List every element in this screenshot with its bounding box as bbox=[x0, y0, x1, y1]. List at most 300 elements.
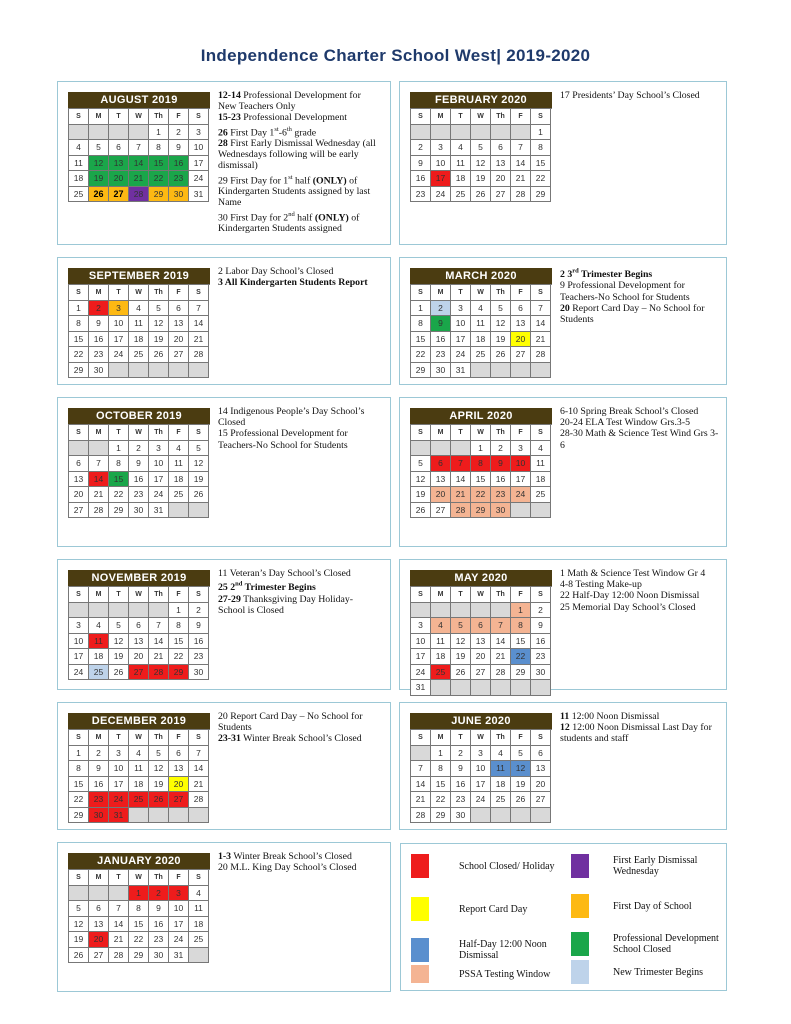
day-cell: 21 bbox=[189, 332, 209, 348]
note-line: 20 M.L. King Day School’s Closed bbox=[218, 862, 357, 874]
weekday-header: W bbox=[471, 109, 491, 125]
day-cell: 18 bbox=[69, 171, 89, 187]
day-cell: 28 bbox=[511, 187, 531, 203]
day-cell: 5 bbox=[411, 456, 431, 472]
empty-cell bbox=[431, 680, 451, 696]
empty-cell bbox=[69, 886, 89, 902]
day-cell: 2 bbox=[491, 441, 511, 457]
legend-swatch-halfday bbox=[411, 938, 429, 962]
weekday-header: S bbox=[69, 109, 89, 125]
weekday-header: M bbox=[431, 425, 451, 441]
weekday-header: M bbox=[431, 587, 451, 603]
day-cell: 23 bbox=[89, 347, 109, 363]
day-cell: 28 bbox=[149, 665, 169, 681]
empty-cell bbox=[89, 886, 109, 902]
day-cell: 20 bbox=[169, 332, 189, 348]
day-cell: 11 bbox=[491, 761, 511, 777]
legend-item-report bbox=[411, 897, 569, 921]
day-cell: 19 bbox=[109, 649, 129, 665]
day-cell: 9 bbox=[189, 618, 209, 634]
day-cell: 28 bbox=[531, 347, 551, 363]
day-cell: 29 bbox=[109, 503, 129, 519]
note-line: 12-14 Professional Development for New Teachers Only bbox=[218, 90, 361, 113]
day-cell: 13 bbox=[89, 917, 109, 933]
day-cell: 13 bbox=[69, 472, 89, 488]
note-line: 25 2nd Trimester Begins bbox=[218, 581, 316, 594]
day-cell: 27 bbox=[109, 187, 129, 203]
day-cell: 11 bbox=[471, 316, 491, 332]
weekday-header: T bbox=[109, 285, 129, 301]
day-cell: 12 bbox=[149, 316, 169, 332]
empty-cell bbox=[431, 603, 451, 619]
legend-label: Report Card Day bbox=[459, 903, 528, 915]
empty-cell bbox=[149, 363, 169, 379]
day-cell: 27 bbox=[471, 665, 491, 681]
day-cell: 14 bbox=[491, 634, 511, 650]
empty-cell bbox=[511, 125, 531, 141]
note-line: 20 Report Card Day – No School for Students bbox=[560, 302, 705, 326]
weekday-header: F bbox=[511, 285, 531, 301]
day-cell: 8 bbox=[69, 761, 89, 777]
day-cell: 28 bbox=[109, 948, 129, 964]
day-cell: 22 bbox=[109, 487, 129, 503]
day-cell: 12 bbox=[511, 761, 531, 777]
day-cell: 18 bbox=[89, 649, 109, 665]
day-cell: 10 bbox=[189, 140, 209, 156]
day-cell: 10 bbox=[69, 634, 89, 650]
month-calendar bbox=[410, 570, 552, 696]
day-cell: 18 bbox=[491, 777, 511, 793]
day-cell: 29 bbox=[471, 503, 491, 519]
day-cell: 7 bbox=[89, 456, 109, 472]
day-cell: 17 bbox=[69, 649, 89, 665]
day-cell: 14 bbox=[531, 316, 551, 332]
day-cell: 25 bbox=[169, 487, 189, 503]
legend-label: Half-Day 12:00 Noon Dismissal bbox=[459, 939, 547, 961]
legend-label: First Day of School bbox=[613, 900, 692, 912]
calendar-grid bbox=[68, 586, 210, 680]
day-cell: 4 bbox=[129, 301, 149, 317]
day-cell: 1 bbox=[109, 441, 129, 457]
weekday-header: W bbox=[129, 109, 149, 125]
legend-label: PSSA Testing Window bbox=[459, 968, 551, 980]
weekday-header: T bbox=[451, 730, 471, 746]
day-cell: 3 bbox=[411, 618, 431, 634]
day-cell: 12 bbox=[471, 156, 491, 172]
day-cell: 4 bbox=[471, 301, 491, 317]
day-cell: 31 bbox=[169, 948, 189, 964]
note-line: 29 First Day for 1st half (ONLY) of Kindergarten Students assigned by last Name bbox=[218, 173, 371, 209]
day-cell: 26 bbox=[69, 948, 89, 964]
day-cell: 29 bbox=[69, 808, 89, 824]
day-cell: 19 bbox=[149, 332, 169, 348]
day-cell: 3 bbox=[451, 301, 471, 317]
day-cell: 31 bbox=[411, 680, 431, 696]
day-cell: 11 bbox=[189, 901, 209, 917]
empty-cell bbox=[169, 363, 189, 379]
day-cell: 9 bbox=[89, 761, 109, 777]
legend-label: First Early Dismissal Wednesday bbox=[613, 855, 698, 877]
weekday-header: S bbox=[531, 109, 551, 125]
day-cell: 15 bbox=[431, 777, 451, 793]
day-cell: 7 bbox=[189, 301, 209, 317]
day-cell: 19 bbox=[89, 171, 109, 187]
day-cell: 9 bbox=[491, 456, 511, 472]
empty-cell bbox=[491, 603, 511, 619]
day-cell: 15 bbox=[69, 777, 89, 793]
day-cell: 26 bbox=[89, 187, 109, 203]
day-cell: 26 bbox=[149, 792, 169, 808]
empty-cell bbox=[189, 503, 209, 519]
empty-cell bbox=[511, 363, 531, 379]
legend-panel bbox=[400, 843, 727, 991]
day-cell: 10 bbox=[431, 156, 451, 172]
calendar-grid bbox=[68, 284, 210, 378]
day-cell: 15 bbox=[411, 332, 431, 348]
day-cell: 7 bbox=[129, 140, 149, 156]
weekday-header: M bbox=[89, 730, 109, 746]
day-cell: 13 bbox=[109, 156, 129, 172]
day-cell: 27 bbox=[169, 347, 189, 363]
day-cell: 8 bbox=[411, 316, 431, 332]
day-cell: 7 bbox=[511, 140, 531, 156]
month-calendar bbox=[68, 853, 210, 963]
day-cell: 1 bbox=[531, 125, 551, 141]
weekday-header: Th bbox=[149, 870, 169, 886]
weekday-header: S bbox=[411, 730, 431, 746]
day-cell: 4 bbox=[431, 618, 451, 634]
day-cell: 28 bbox=[411, 808, 431, 824]
day-cell: 20 bbox=[471, 649, 491, 665]
empty-cell bbox=[431, 441, 451, 457]
note-line: 2 Labor Day School’s Closed bbox=[218, 266, 334, 277]
day-cell: 15 bbox=[109, 472, 129, 488]
weekday-header: S bbox=[69, 870, 89, 886]
day-cell: 22 bbox=[129, 932, 149, 948]
empty-cell bbox=[451, 125, 471, 141]
day-cell: 23 bbox=[431, 347, 451, 363]
month-panel-august bbox=[57, 81, 391, 245]
legend-item-halfday bbox=[411, 938, 559, 962]
day-cell: 18 bbox=[451, 171, 471, 187]
day-cell: 11 bbox=[129, 761, 149, 777]
day-cell: 21 bbox=[149, 649, 169, 665]
empty-cell bbox=[471, 680, 491, 696]
weekday-header: M bbox=[89, 109, 109, 125]
empty-cell bbox=[129, 603, 149, 619]
day-cell: 9 bbox=[431, 316, 451, 332]
day-cell: 16 bbox=[189, 634, 209, 650]
day-cell: 29 bbox=[129, 948, 149, 964]
day-cell: 21 bbox=[109, 932, 129, 948]
day-cell: 28 bbox=[491, 665, 511, 681]
weekday-header: T bbox=[109, 425, 129, 441]
empty-cell bbox=[451, 441, 471, 457]
weekday-header: F bbox=[169, 425, 189, 441]
empty-cell bbox=[89, 125, 109, 141]
day-cell: 26 bbox=[411, 503, 431, 519]
note-line: 17 Presidents’ Day School’s Closed bbox=[560, 90, 700, 101]
legend-item-closed bbox=[411, 854, 569, 878]
empty-cell bbox=[471, 363, 491, 379]
day-cell: 15 bbox=[511, 634, 531, 650]
day-cell: 24 bbox=[189, 171, 209, 187]
weekday-header: S bbox=[189, 730, 209, 746]
day-cell: 12 bbox=[89, 156, 109, 172]
weekday-header: F bbox=[169, 587, 189, 603]
day-cell: 1 bbox=[411, 301, 431, 317]
day-cell: 29 bbox=[511, 665, 531, 681]
month-calendar bbox=[410, 408, 552, 518]
weekday-header: S bbox=[189, 285, 209, 301]
weekday-header: T bbox=[109, 730, 129, 746]
day-cell: 18 bbox=[431, 649, 451, 665]
month-notes bbox=[560, 568, 720, 613]
month-title: MARCH 2020 bbox=[410, 268, 552, 284]
month-calendar bbox=[410, 713, 552, 823]
day-cell: 28 bbox=[189, 792, 209, 808]
day-cell: 23 bbox=[531, 649, 551, 665]
day-cell: 23 bbox=[451, 792, 471, 808]
day-cell: 21 bbox=[189, 777, 209, 793]
day-cell: 9 bbox=[149, 901, 169, 917]
day-cell: 12 bbox=[491, 316, 511, 332]
day-cell: 15 bbox=[531, 156, 551, 172]
weekday-header: S bbox=[531, 587, 551, 603]
day-cell: 6 bbox=[531, 746, 551, 762]
day-cell: 5 bbox=[69, 901, 89, 917]
empty-cell bbox=[531, 808, 551, 824]
day-cell: 1 bbox=[471, 441, 491, 457]
empty-cell bbox=[69, 125, 89, 141]
day-cell: 1 bbox=[129, 886, 149, 902]
month-panel-may bbox=[399, 559, 727, 693]
weekday-header: F bbox=[511, 730, 531, 746]
day-cell: 20 bbox=[531, 777, 551, 793]
day-cell: 25 bbox=[471, 347, 491, 363]
legend-swatch-pssa bbox=[411, 965, 429, 983]
legend-swatch-pd bbox=[571, 932, 589, 956]
note-line: 14 Indigenous People’s Day School’s Closed bbox=[218, 406, 365, 429]
day-cell: 12 bbox=[69, 917, 89, 933]
day-cell: 25 bbox=[491, 792, 511, 808]
weekday-header: Th bbox=[491, 109, 511, 125]
note-line: 9 Professional Development for Teachers-No School for Students bbox=[560, 280, 690, 303]
day-cell: 20 bbox=[491, 171, 511, 187]
weekday-header: Th bbox=[149, 285, 169, 301]
note-line: 20-24 ELA Test Window Grs.3-5 bbox=[560, 417, 690, 429]
month-panel-june bbox=[399, 702, 727, 830]
day-cell: 26 bbox=[511, 792, 531, 808]
day-cell: 8 bbox=[471, 456, 491, 472]
weekday-header: M bbox=[89, 870, 109, 886]
day-cell: 3 bbox=[69, 618, 89, 634]
day-cell: 24 bbox=[149, 487, 169, 503]
calendar-grid bbox=[410, 729, 552, 823]
day-cell: 10 bbox=[451, 316, 471, 332]
day-cell: 22 bbox=[69, 347, 89, 363]
day-cell: 19 bbox=[149, 777, 169, 793]
day-cell: 12 bbox=[149, 761, 169, 777]
day-cell: 11 bbox=[89, 634, 109, 650]
month-panel-january bbox=[57, 842, 391, 992]
calendar-grid bbox=[68, 729, 210, 823]
empty-cell bbox=[491, 363, 511, 379]
month-panel-april bbox=[399, 397, 727, 547]
month-notes bbox=[560, 711, 720, 745]
day-cell: 6 bbox=[471, 618, 491, 634]
month-panel-december bbox=[57, 702, 391, 830]
day-cell: 13 bbox=[511, 316, 531, 332]
day-cell: 30 bbox=[149, 948, 169, 964]
day-cell: 15 bbox=[149, 156, 169, 172]
empty-cell bbox=[411, 441, 431, 457]
day-cell: 24 bbox=[109, 347, 129, 363]
empty-cell bbox=[411, 603, 431, 619]
day-cell: 18 bbox=[129, 332, 149, 348]
empty-cell bbox=[411, 125, 431, 141]
day-cell: 17 bbox=[511, 472, 531, 488]
day-cell: 7 bbox=[531, 301, 551, 317]
empty-cell bbox=[471, 808, 491, 824]
day-cell: 11 bbox=[531, 456, 551, 472]
legend-item-early bbox=[571, 854, 713, 878]
day-cell: 25 bbox=[189, 932, 209, 948]
month-calendar bbox=[410, 268, 552, 378]
note-line: 22 Half-Day 12:00 Noon Dismissal bbox=[560, 590, 700, 602]
calendar-grid bbox=[68, 869, 210, 963]
calendar-grid bbox=[410, 284, 552, 378]
weekday-header: W bbox=[471, 730, 491, 746]
empty-cell bbox=[189, 363, 209, 379]
day-cell: 24 bbox=[431, 187, 451, 203]
day-cell: 5 bbox=[451, 618, 471, 634]
weekday-header: M bbox=[431, 285, 451, 301]
day-cell: 27 bbox=[129, 665, 149, 681]
day-cell: 22 bbox=[431, 792, 451, 808]
day-cell: 27 bbox=[491, 187, 511, 203]
day-cell: 1 bbox=[149, 125, 169, 141]
empty-cell bbox=[89, 441, 109, 457]
calendar-grid bbox=[68, 424, 210, 518]
day-cell: 14 bbox=[109, 917, 129, 933]
day-cell: 25 bbox=[69, 187, 89, 203]
empty-cell bbox=[451, 603, 471, 619]
empty-cell bbox=[169, 808, 189, 824]
weekday-header: Th bbox=[149, 730, 169, 746]
note-line: 20 Report Card Day – No School for Students bbox=[218, 711, 363, 734]
day-cell: 23 bbox=[89, 792, 109, 808]
day-cell: 2 bbox=[169, 125, 189, 141]
weekday-header: M bbox=[431, 730, 451, 746]
day-cell: 13 bbox=[471, 634, 491, 650]
day-cell: 14 bbox=[129, 156, 149, 172]
day-cell: 11 bbox=[129, 316, 149, 332]
day-cell: 8 bbox=[169, 618, 189, 634]
day-cell: 18 bbox=[129, 777, 149, 793]
day-cell: 22 bbox=[531, 171, 551, 187]
day-cell: 24 bbox=[169, 932, 189, 948]
note-line: 15-23 Professional Development bbox=[218, 112, 347, 124]
empty-cell bbox=[149, 603, 169, 619]
empty-cell bbox=[471, 603, 491, 619]
day-cell: 8 bbox=[69, 316, 89, 332]
empty-cell bbox=[491, 808, 511, 824]
day-cell: 27 bbox=[431, 503, 451, 519]
day-cell: 10 bbox=[109, 761, 129, 777]
weekday-header: S bbox=[189, 425, 209, 441]
day-cell: 4 bbox=[491, 746, 511, 762]
day-cell: 25 bbox=[129, 347, 149, 363]
day-cell: 30 bbox=[451, 808, 471, 824]
day-cell: 23 bbox=[411, 187, 431, 203]
day-cell: 9 bbox=[451, 761, 471, 777]
day-cell: 2 bbox=[531, 603, 551, 619]
weekday-header: S bbox=[69, 425, 89, 441]
day-cell: 18 bbox=[169, 472, 189, 488]
weekday-header: F bbox=[169, 285, 189, 301]
weekday-header: M bbox=[89, 285, 109, 301]
calendar-grid bbox=[68, 108, 210, 202]
month-notes bbox=[218, 266, 378, 288]
day-cell: 19 bbox=[471, 171, 491, 187]
day-cell: 20 bbox=[431, 487, 451, 503]
day-cell: 25 bbox=[431, 665, 451, 681]
day-cell: 4 bbox=[89, 618, 109, 634]
day-cell: 2 bbox=[431, 301, 451, 317]
empty-cell bbox=[511, 808, 531, 824]
day-cell: 31 bbox=[189, 187, 209, 203]
weekday-header: F bbox=[511, 587, 531, 603]
day-cell: 31 bbox=[109, 808, 129, 824]
day-cell: 27 bbox=[169, 792, 189, 808]
month-notes bbox=[560, 406, 720, 451]
day-cell: 17 bbox=[471, 777, 491, 793]
day-cell: 16 bbox=[89, 777, 109, 793]
day-cell: 22 bbox=[511, 649, 531, 665]
weekday-header: M bbox=[89, 587, 109, 603]
day-cell: 23 bbox=[149, 932, 169, 948]
note-line: 23-31 Winter Break School’s Closed bbox=[218, 733, 362, 745]
day-cell: 27 bbox=[531, 792, 551, 808]
weekday-header: T bbox=[451, 285, 471, 301]
day-cell: 21 bbox=[411, 792, 431, 808]
day-cell: 17 bbox=[149, 472, 169, 488]
day-cell: 13 bbox=[169, 316, 189, 332]
day-cell: 17 bbox=[431, 171, 451, 187]
empty-cell bbox=[189, 808, 209, 824]
empty-cell bbox=[511, 503, 531, 519]
day-cell: 4 bbox=[129, 746, 149, 762]
day-cell: 25 bbox=[89, 665, 109, 681]
weekday-header: S bbox=[531, 730, 551, 746]
weekday-header: F bbox=[169, 109, 189, 125]
day-cell: 8 bbox=[149, 140, 169, 156]
note-line: 11 12:00 Noon Dismissal bbox=[560, 711, 660, 722]
weekday-header: T bbox=[451, 587, 471, 603]
day-cell: 19 bbox=[491, 332, 511, 348]
day-cell: 24 bbox=[411, 665, 431, 681]
month-calendar bbox=[68, 713, 210, 823]
day-cell: 23 bbox=[491, 487, 511, 503]
day-cell: 15 bbox=[169, 634, 189, 650]
day-cell: 10 bbox=[411, 634, 431, 650]
day-cell: 13 bbox=[491, 156, 511, 172]
day-cell: 21 bbox=[89, 487, 109, 503]
day-cell: 6 bbox=[431, 456, 451, 472]
month-title: SEPTEMBER 2019 bbox=[68, 268, 210, 284]
weekday-header: W bbox=[471, 587, 491, 603]
